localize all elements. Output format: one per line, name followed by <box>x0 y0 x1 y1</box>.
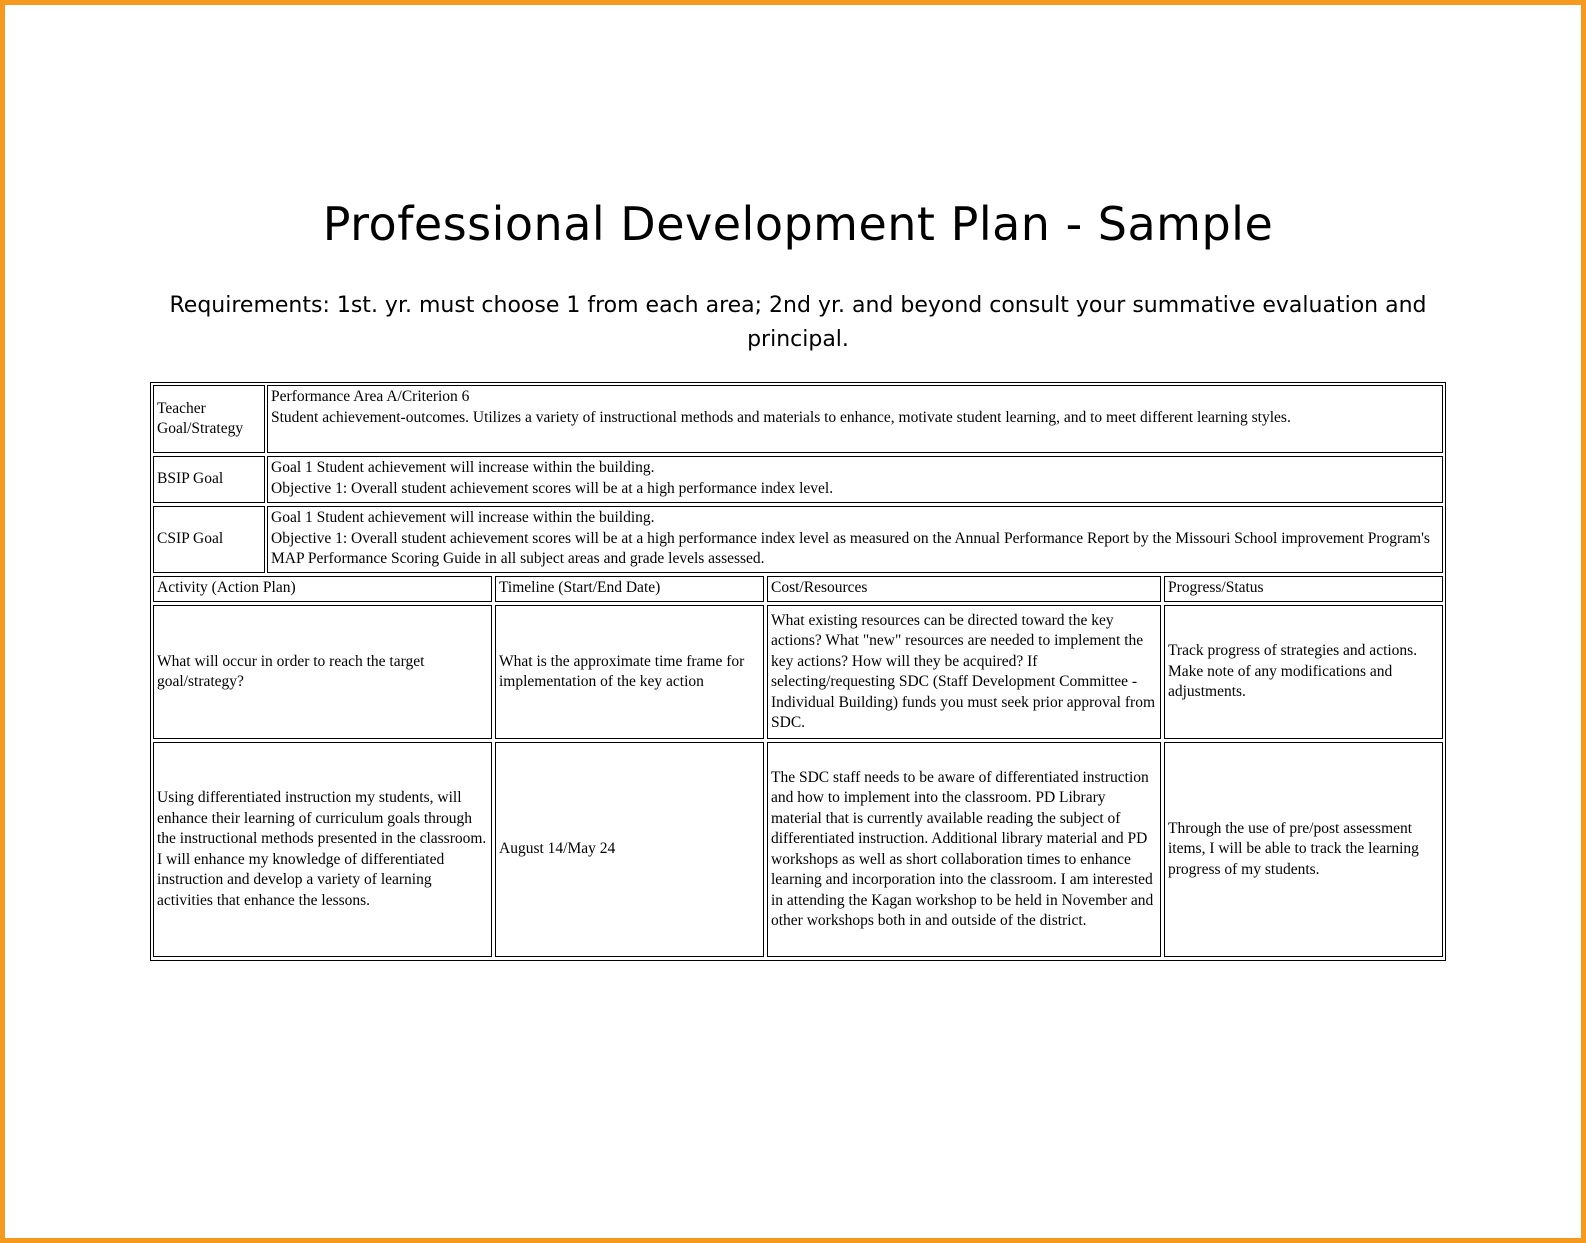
entry-activity-cell <box>153 742 492 957</box>
guidance-progress: Track progress of strategies and actions. Make note of any modifications and adjustments. <box>1168 642 1418 701</box>
guidance-timeline-cell <box>495 605 764 739</box>
teacher-goal-content-cell <box>267 385 1443 453</box>
csip-goal-line: Goal 1 Student achievement will increase within the building. <box>271 509 655 526</box>
page-title: Professional Development Plan - Sample <box>322 197 1274 251</box>
guidance-cost-cell <box>767 605 1161 739</box>
entry-progress-cell <box>1164 742 1443 957</box>
teacher-goal-description: Student achievement-outcomes. Utilizes a variety of instructional methods and materials to enhance, motivate student learning, and to meet different learning styles. <box>271 408 1291 426</box>
entry-timeline-cell <box>495 742 764 957</box>
teacher-goal-label: Teacher Goal/Strategy <box>157 399 244 437</box>
bsip-goal-content-cell <box>267 456 1443 503</box>
guidance-cost: What existing resources can be directed toward the key actions? What "new" resources are needed to implement the key actions? How will they be acquired? If selecting/requesting SDC (Staff Development Committee -Individual Building) funds you must seek prior approval from SDC. <box>771 611 1155 731</box>
bsip-goal-label-cell <box>153 456 265 503</box>
csip-goal-content-cell <box>267 506 1443 573</box>
header-activity: Activity (Action Plan) <box>153 576 492 602</box>
bsip-goal-line: Goal 1 Student achievement will increase within the building. <box>271 459 655 476</box>
guidance-timeline: What is the approximate time frame for implementation of the key action <box>499 652 745 690</box>
guidance-progress-cell <box>1164 605 1443 739</box>
header-cost-resources: Cost/Resources <box>767 576 1161 602</box>
guidance-activity: What will occur in order to reach the target goal/strategy? <box>157 652 425 690</box>
teacher-goal-label-cell <box>153 385 265 453</box>
bsip-goal-label: BSIP Goal <box>157 470 224 488</box>
requirements-text: Requirements: 1st. yr. must choose 1 from each area; 2nd yr. and beyond consult your summative evaluation and principal. <box>169 293 1427 352</box>
header-progress-status: Progress/Status <box>1164 576 1443 602</box>
entry-cost: The SDC staff needs to be aware of differentiated instruction and how to implement into the classroom. PD Library material that is currently available reading the subject of differentiated instruction. Additional library material and PD workshops as well as short collaboration times to enhance learning and incorporation into the classroom. I am interested in attending the Kagan workshop to be held in November and other workshops both in and outside of the district. <box>771 768 1154 929</box>
bsip-objective-line: Objective 1: Overall student achievement scores will be at a high performance index level. <box>271 479 834 497</box>
entry-progress: Through the use of pre/post assessment items, I will be able to track the learning progress of my students. <box>1168 819 1419 878</box>
entry-activity: Using differentiated instruction my students, will enhance their learning of curriculum goals through the instructional methods presented in the classroom. I will enhance my knowledge of differentiated instruction and develop a variety of learning activities that enhance the lessons. <box>157 789 487 909</box>
teacher-goal-criterion: Performance Area A/Criterion 6 <box>271 388 470 405</box>
csip-objective-line: Objective 1: Overall student achievement scores will be at a high performance index level as measured on the Annual Performance Report by the Missouri School improvement Program's MAP Performance Scoring Guide in all subject areas and grade levels assessed. <box>271 529 1430 567</box>
csip-goal-label-cell <box>153 506 265 573</box>
entry-cost-cell <box>767 742 1161 957</box>
entry-timeline: August 14/May 24 <box>499 840 616 858</box>
header-timeline: Timeline (Start/End Date) <box>495 576 764 602</box>
csip-goal-label: CSIP Goal <box>157 530 224 548</box>
guidance-activity-cell <box>153 605 492 739</box>
